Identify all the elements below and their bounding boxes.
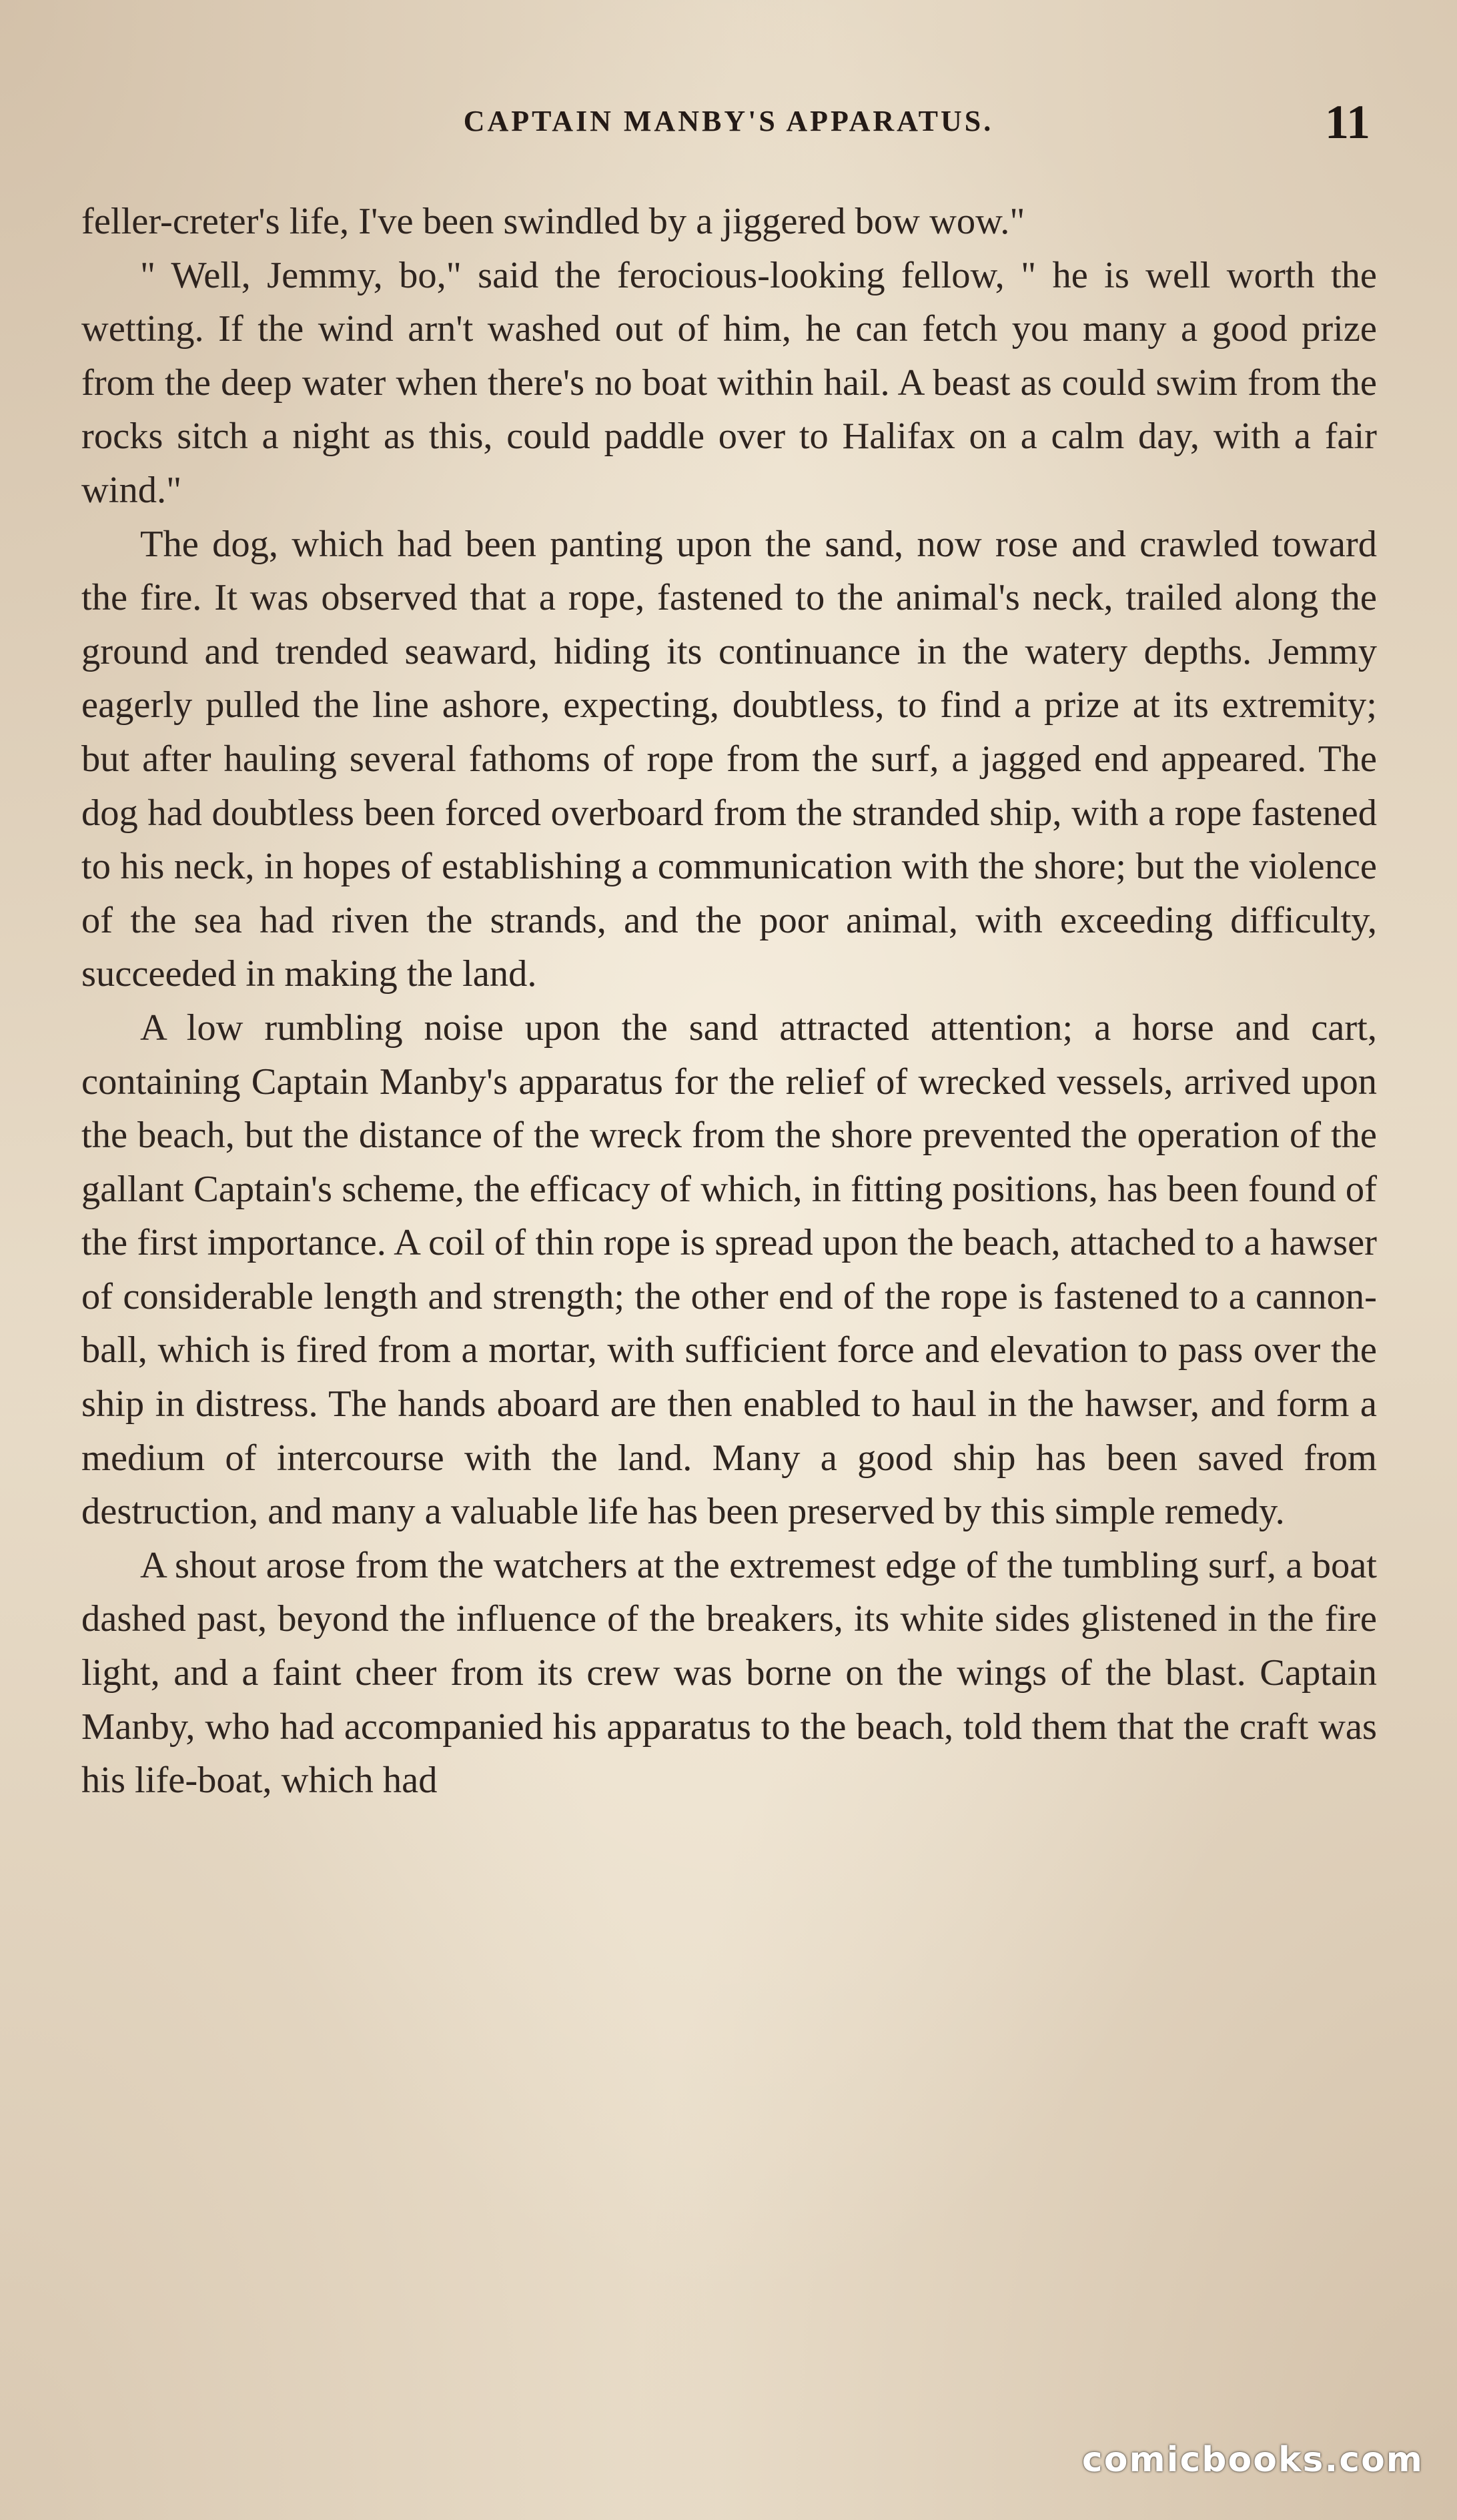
running-title: CAPTAIN MANBY'S APPARATUS. [463,105,994,137]
paragraph-1: feller-creter's life, I've been swindled by a jiggered bow wow." [81,201,1025,242]
watermark: comicbooks.com [1081,2440,1424,2480]
running-head [80,95,1377,155]
paragraph-3: The dog, which had been panting upon the sand, now rose and crawled toward the fire. It was observed that a rope, fastened to the animal's neck, trailed along the ground and trended seaward, hiding its continuance in the watery depths. Jemmy eagerly pulled the line ashore, expecting, doubtless, to find a prize at its extremity; but after hauling several fathoms of rope from the surf, a jagged end appeared. The dog had doubtless been forced overboard from the stranded ship, with a rope fastened to his neck, in hopes of establishing a communication with the shore; but the violence of the sea had riven the strands, and the poor animal, with exceeding difficulty, succeeded in making the land. [81,523,1377,995]
body-text [81,195,1377,1808]
paragraph-5: A shout arose from the watchers at the extremest edge of the tumbling surf, a boat dashed past, beyond the influence of the breakers, its white sides glistened in the fire light, and a faint cheer from its crew was borne on the wings of the blast. Captain Manby, who had accompanied his apparatus to the beach, told them that the craft was his life-boat, which had [81,1544,1377,1802]
paragraph-2: " Well, Jemmy, bo," said the ferocious-looking fellow, " he is well worth the wetting. If the wind arn't washed out of him, he can fetch you many a good prize from the deep water when there's no boat within hail. A beast as could swim from the rocks sitch a night as this, could paddle over to Halifax on a calm day, with a fair wind." [81,254,1377,511]
paragraph-4: A low rumbling noise upon the sand attracted attention; a horse and cart, containing Captain Manby's apparatus for the relief of wrecked vessels, arrived upon the beach, but the distance of the wreck from the shore prevented the operation of the gallant Captain's scheme, the efficacy of which, in fitting positions, has been found of the first importance. A coil of thin rope is spread upon the beach, attached to a hawser of considerable length and strength; the other end of the rope is fastened to a cannon-ball, which is fired from a mortar, with sufficient force and elevation to pass over the ship in distress. The hands aboard are then enabled to haul in the hawser, and form a medium of intercourse with the land. Many a good ship has been saved from destruction, and many a valuable life has been preserved by this simple remedy. [81,1007,1377,1533]
page-number: 11 [1324,95,1370,149]
